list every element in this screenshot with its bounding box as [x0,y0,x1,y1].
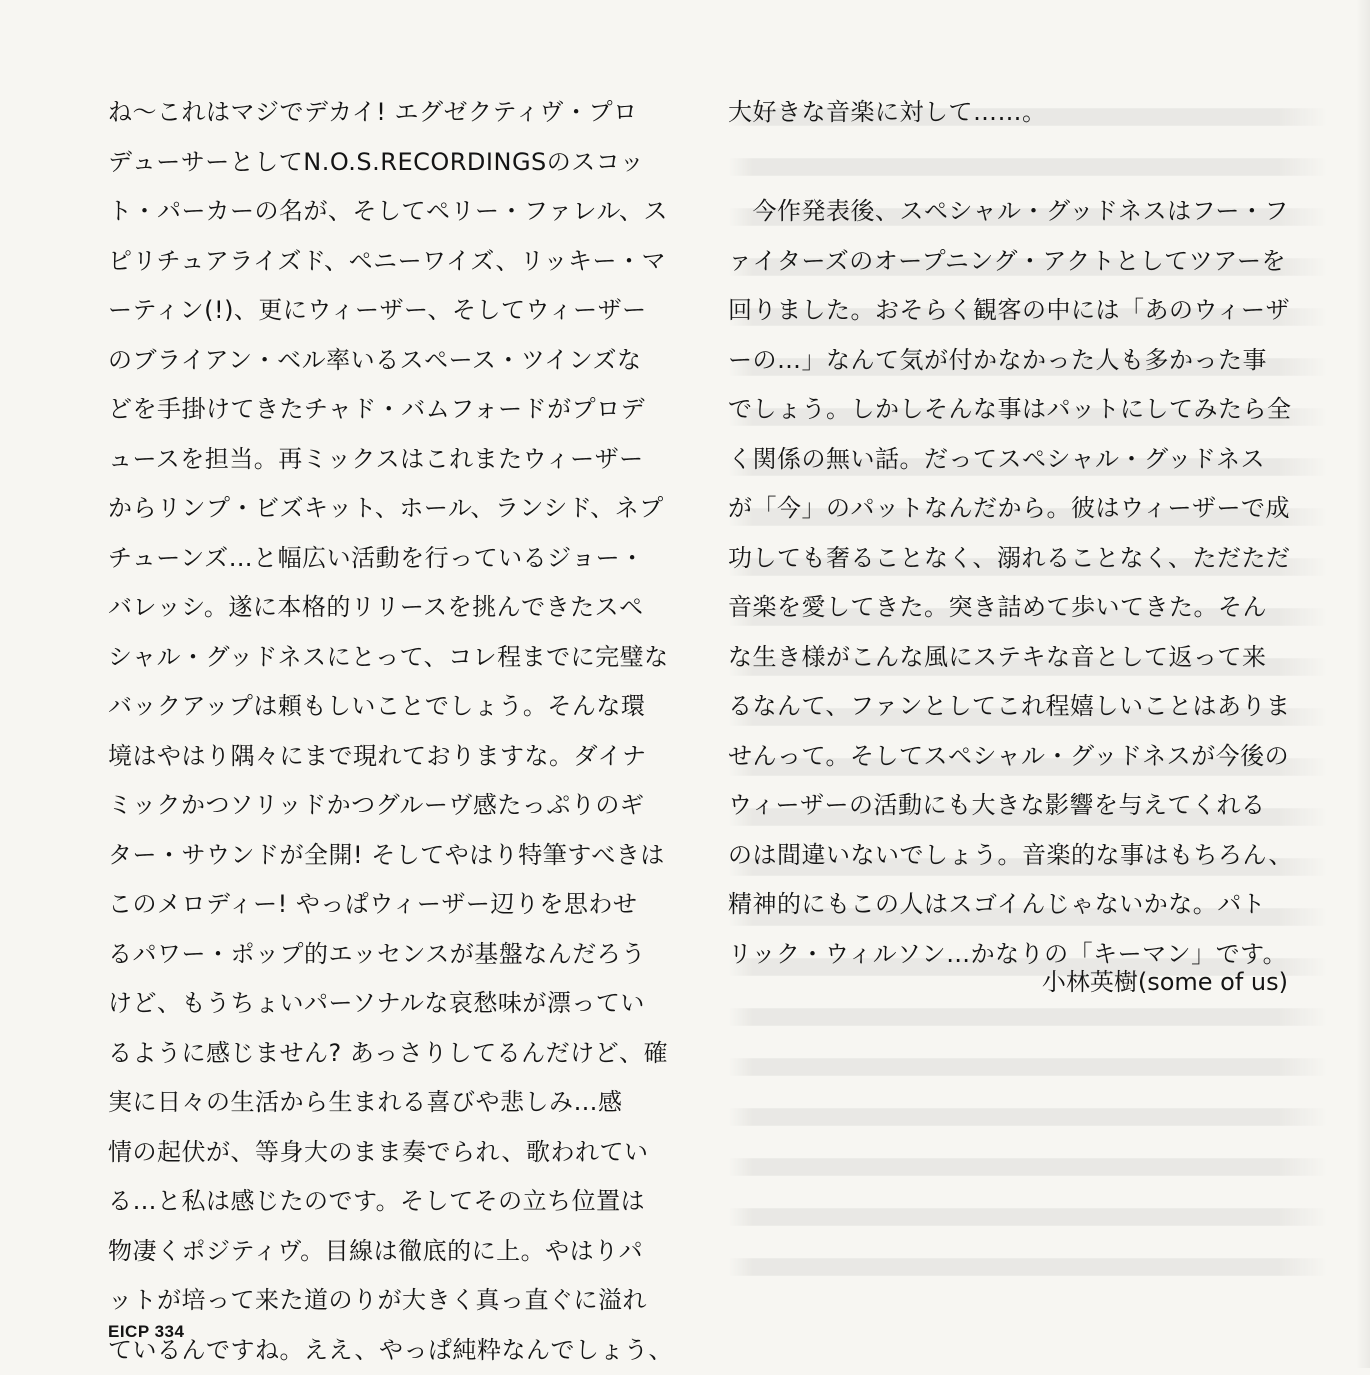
text-line: な生き様がこんな風にステキな音として返って来 [728,633,1288,683]
text-line: ピリチュアライズド、ペニーワイズ、リッキー・マ [108,237,668,287]
text-line: ター・サウンドが全開! そしてやはり特筆すべきは [108,831,668,881]
page-edge-shadow [1356,0,1370,1368]
text-line: るなんて、ファンとしてこれ程嬉しいことはありま [728,682,1288,732]
text-line: けど、もうちょいパーソナルな哀愁味が漂ってい [108,979,668,1029]
text-line: ているんですね。ええ、やっぱ純粋なんでしょう、 [108,1326,668,1375]
right-text-column [728,88,1288,979]
text-line: チューンズ…と幅広い活動を行っているジョー・ [108,534,668,584]
text-line: 音楽を愛してきた。突き詰めて歩いてきた。そん [728,583,1288,633]
text-line: せんって。そしてスペシャル・グッドネスが今後の [728,732,1288,782]
text-line: 物凄くポジティヴ。目線は徹底的に上。やはりパ [108,1227,668,1277]
author-signature: 小林英樹(some of us) [728,958,1288,1008]
paragraph-gap [728,138,1288,188]
text-line: バレッシ。遂に本格的リリースを挑んできたスペ [108,583,668,633]
text-line: ュースを担当。再ミックスはこれまたウィーザー [108,435,668,485]
catalog-number: EICP 334 [108,1322,184,1342]
text-line: 回りました。おそらく観客の中には「あのウィーザ [728,286,1288,336]
text-line: く関係の無い話。だってスペシャル・グッドネス [728,435,1288,485]
text-line: バックアップは頼もしいことでしょう。そんな環 [108,682,668,732]
text-line: 境はやはり隅々にまで現れておりますな。ダイナ [108,732,668,782]
text-line: ットが培って来た道のりが大きく真っ直ぐに溢れ [108,1276,668,1326]
text-line: 功しても奢ることなく、溺れることなく、ただただ [728,534,1288,584]
text-line: ト・パーカーの名が、そしてペリー・ファレル、ス [108,187,668,237]
text-line: 精神的にもこの人はスゴイんじゃないかな。パト [728,880,1288,930]
text-line: リック・ウィルソン…かなりの「キーマン」です。 [728,930,1288,980]
left-text-column [108,88,668,1375]
text-line: 実に日々の生活から生まれる喜びや悲しみ…感 [108,1078,668,1128]
text-line: るパワー・ポップ的エッセンスが基盤なんだろう [108,930,668,980]
text-line: 今作発表後、スペシャル・グッドネスはフー・フ [728,187,1288,237]
text-line: 情の起伏が、等身大のまま奏でられ、歌われてい [108,1128,668,1178]
text-line: が「今」のパットなんだから。彼はウィーザーで成 [728,484,1288,534]
text-line: のブライアン・ベル率いるスペース・ツインズな [108,336,668,386]
text-line: ァイターズのオープニング・アクトとしてツアーを [728,237,1288,287]
text-line: ミックかつソリッドかつグルーヴ感たっぷりのギ [108,781,668,831]
text-line: シャル・グッドネスにとって、コレ程までに完璧な [108,633,668,683]
text-line: る…と私は感じたのです。そしてその立ち位置は [108,1177,668,1227]
text-line: このメロディー! やっぱウィーザー辺りを思わせ [108,880,668,930]
text-line: でしょう。しかしそんな事はパットにしてみたら全 [728,385,1288,435]
text-line: どを手掛けてきたチャド・バムフォードがプロデ [108,385,668,435]
text-line: デューサーとしてN.O.S.RECORDINGSのスコッ [108,138,668,188]
text-line: ね～これはマジでデカイ! エグゼクティヴ・プロ [108,88,668,138]
text-line: ーの…」なんて気が付かなかった人も多かった事 [728,336,1288,386]
text-line: ウィーザーの活動にも大きな影響を与えてくれる [728,781,1288,831]
text-line: 大好きな音楽に対して……。 [728,88,1288,138]
text-line: のは間違いないでしょう。音楽的な事はもちろん、 [728,831,1288,881]
text-line: からリンプ・ビズキット、ホール、ランシド、ネプ [108,484,668,534]
text-line: ーティン(!)、更にウィーザー、そしてウィーザー [108,286,668,336]
text-line: るように感じません? あっさりしてるんだけど、確 [108,1029,668,1079]
